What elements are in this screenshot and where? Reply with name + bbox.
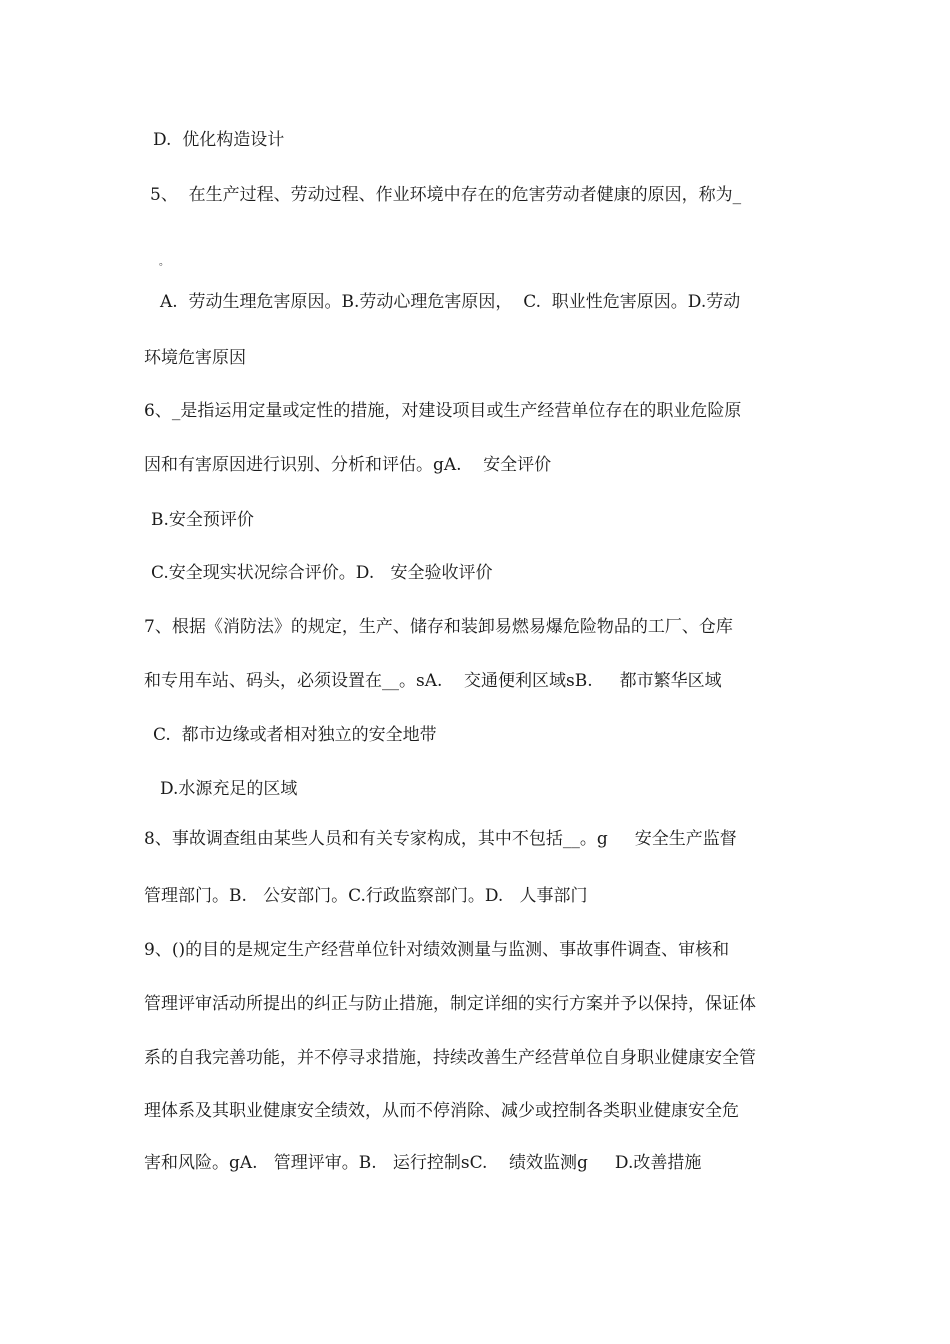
text-line-4: A. 劳动生理危害原因。B.劳动心理危害原因， C. 职业性危害原因。D.劳动 <box>160 292 741 312</box>
text-line-20: 害和风险。gA. 管理评审。B. 运行控制sC. 绩效监测g D.改善措施 <box>144 1153 702 1173</box>
text-line-5: 环境危害原因 <box>144 348 246 368</box>
text-line-2: 5、 在生产过程、劳动过程、作业环境中存在的危害劳动者健康的原因，称为_ <box>150 185 742 205</box>
text-line-18: 系的自我完善功能，并不停寻求措施，持续改善生产经营单位自身职业健康安全管 <box>144 1048 756 1068</box>
text-line-1: D. 优化构造设计 <box>153 130 285 150</box>
text-line-19: 理体系及其职业健康安全绩效，从而不停消除、减少或控制各类职业健康安全危 <box>144 1101 739 1121</box>
text-line-7: 因和有害原因进行识别、分析和评估。gA. 安全评价 <box>144 455 552 475</box>
text-line-15: 管理部门。B. 公安部门。C.行政监察部门。D. 人事部门 <box>144 886 588 906</box>
text-line-10: 7、根据《消防法》的规定，生产、储存和装卸易燃易爆危险物品的工厂、仓库 <box>144 617 733 637</box>
text-line-17: 管理评审活动所提出的纠正与防止措施，制定详细的实行方案并予以保持，保证体 <box>144 994 756 1014</box>
text-line-12: C. 都市边缘或者相对独立的安全地带 <box>153 725 437 745</box>
text-line-13: D.水源充足的区域 <box>160 779 298 799</box>
text-line-9: C.安全现实状况综合评价。D. 安全验收评价 <box>151 563 493 583</box>
text-line-3: 。 <box>159 257 169 268</box>
text-line-14: 8、事故调查组由某些人员和有关专家构成，其中不包括__。g 安全生产监督 <box>144 829 737 849</box>
text-line-11: 和专用车站、码头，必须设置在__。sA. 交通便利区域sB. 都市繁华区域 <box>144 671 722 691</box>
text-line-8: B.安全预评价 <box>151 510 254 530</box>
text-line-6: 6、_是指运用定量或定性的措施，对建设项目或生产经营单位存在的职业危险原 <box>144 401 742 421</box>
text-line-16: 9、()的目的是规定生产经营单位针对绩效测量与监测、事故事件调查、审核和 <box>144 940 730 960</box>
